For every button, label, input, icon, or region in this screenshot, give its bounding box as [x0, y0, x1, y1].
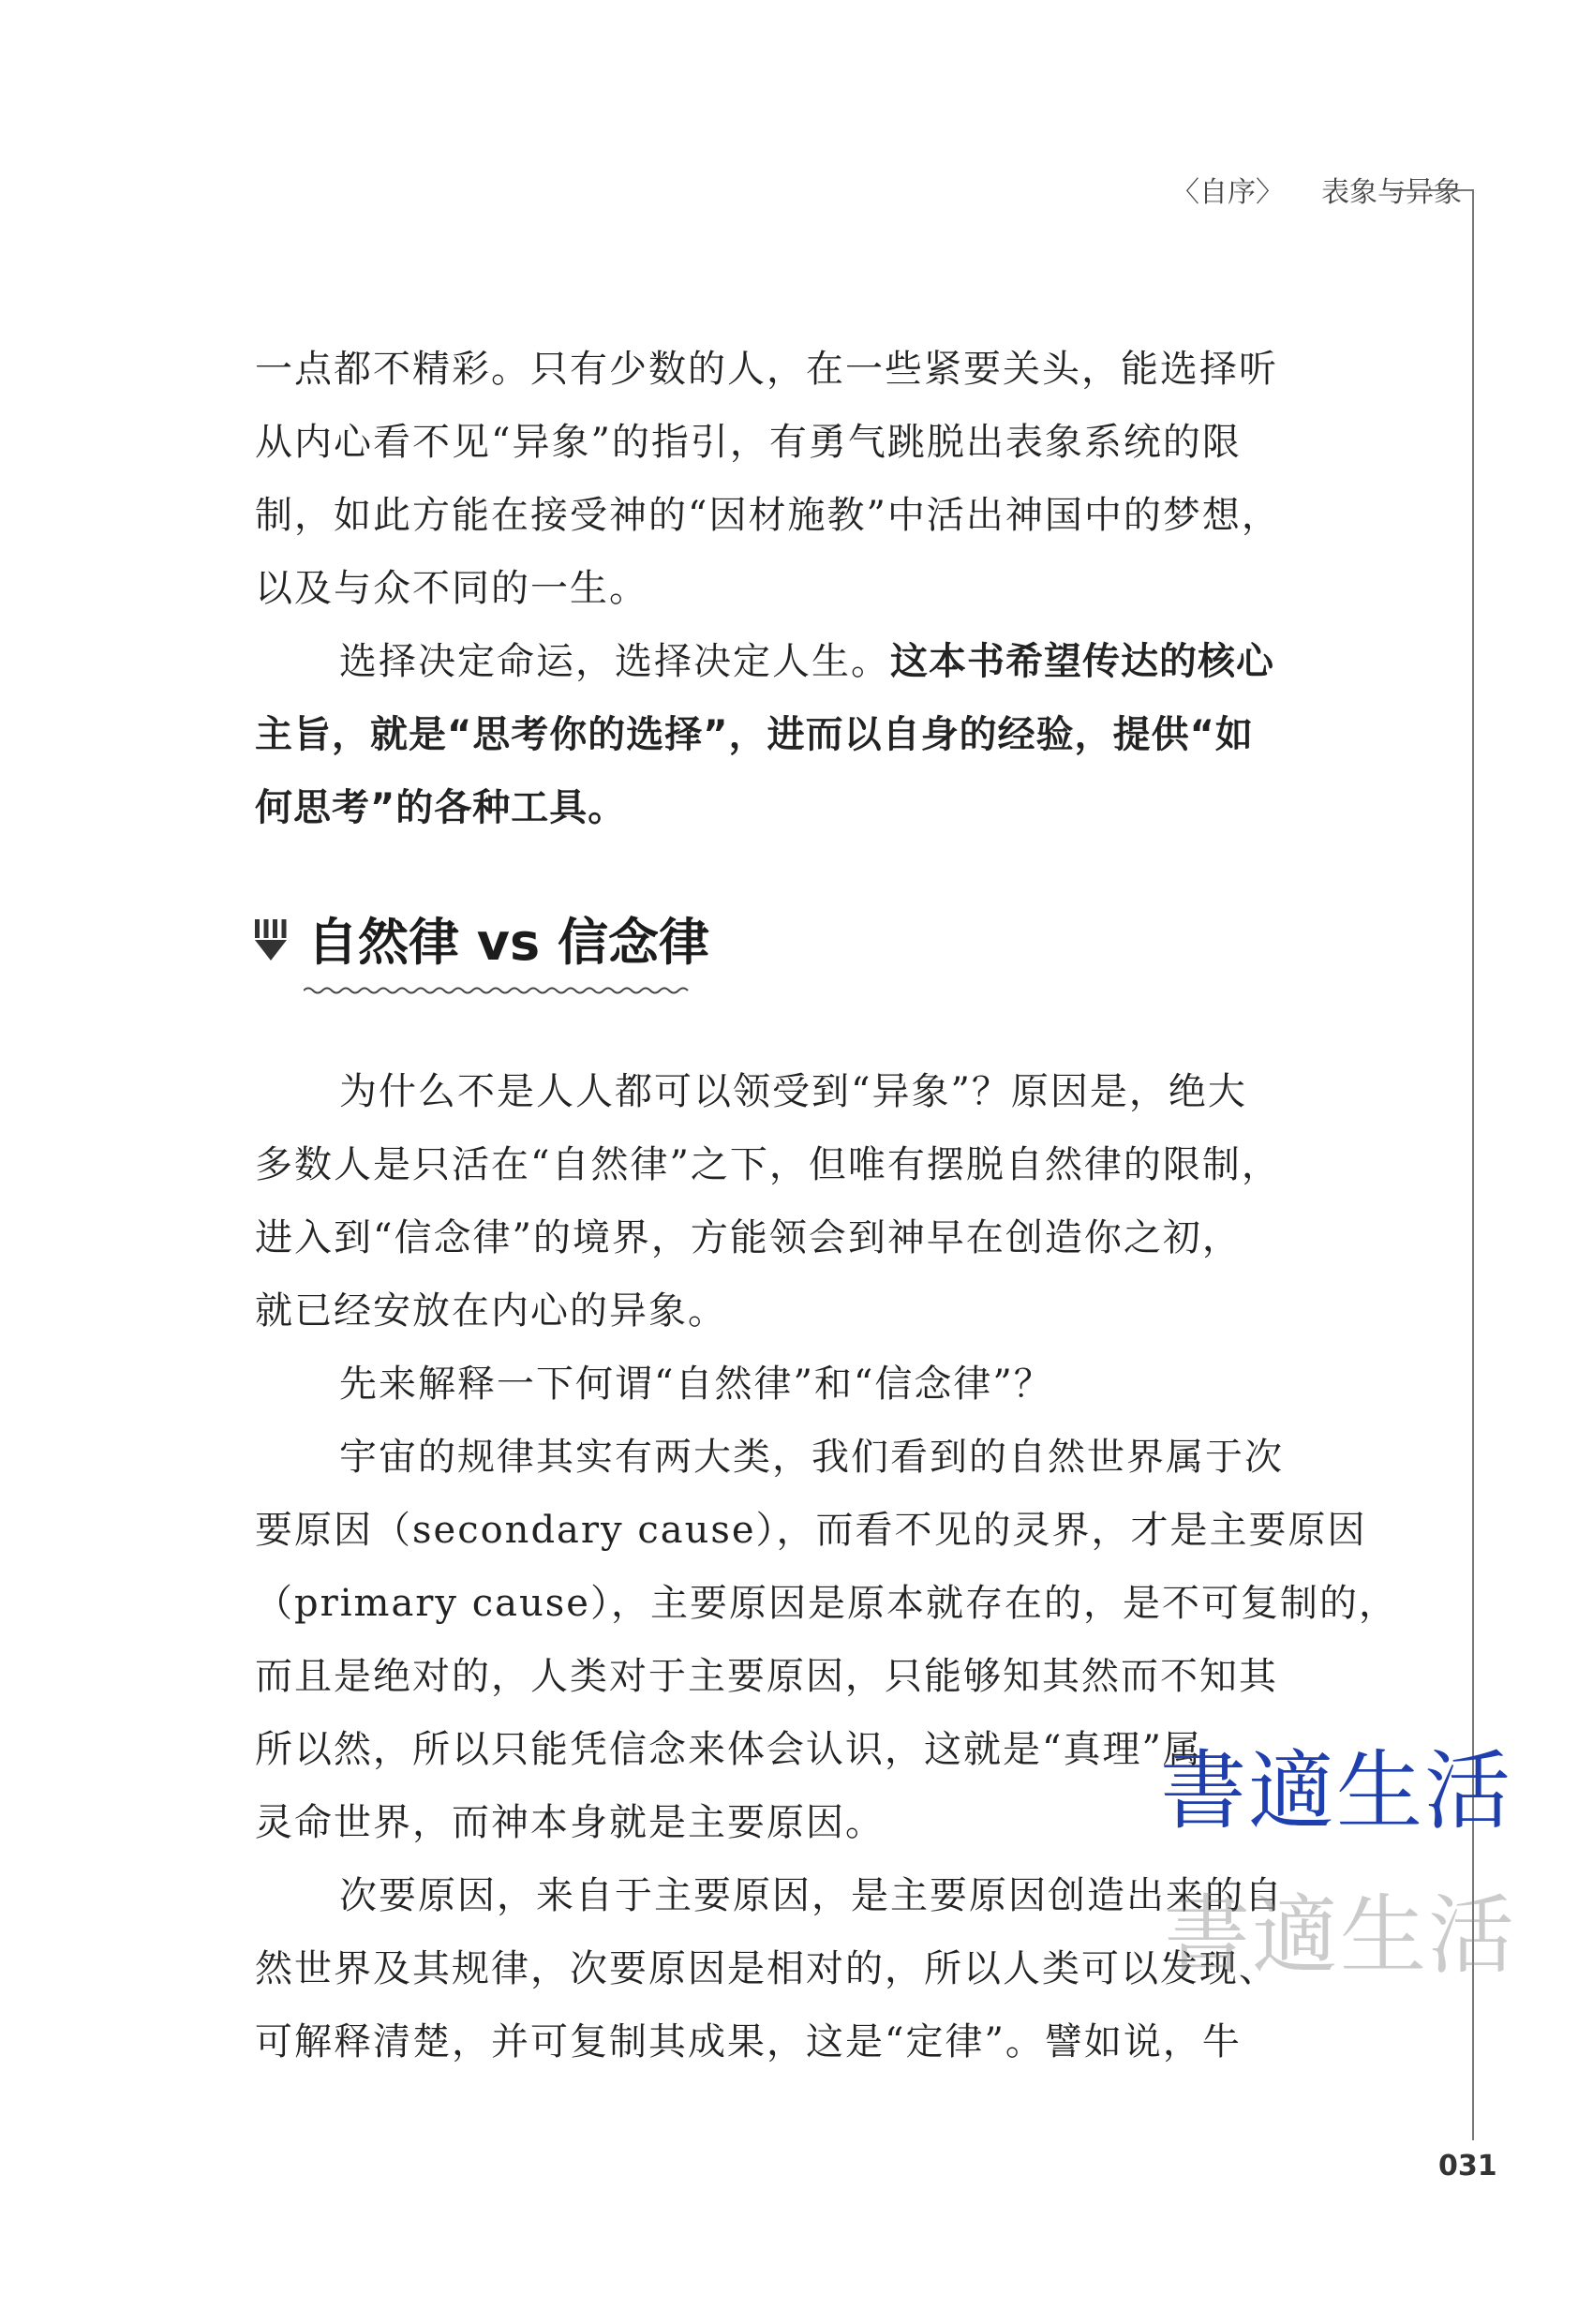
pencil-icon: [255, 919, 287, 961]
section-heading-block: [255, 899, 1332, 1025]
text-line: 先来解释一下何谓“自然律”和“信念律”？: [339, 1363, 1053, 1406]
text-line: （primary cause），主要原因是原本就存在的，是不可复制的，: [255, 1582, 1398, 1625]
header-chapter: 表象与异象: [1321, 176, 1462, 209]
text-line: 一点都不精彩。只有少数的人，在一些紧要关头，能选择听: [255, 348, 1278, 391]
text-line: 可解释清楚，并可复制其成果，这是“定律”。譬如说，牛: [255, 2020, 1242, 2063]
core-normal-text: 选择决定命运，选择决定人生。: [339, 640, 890, 683]
margin-rule: [1472, 189, 1474, 2140]
text-line: [255, 625, 1332, 698]
intro-paragraph: [255, 333, 1332, 625]
section-heading: 自然律 vs 信念律: [307, 913, 709, 972]
text-line: 而且是绝对的，人类对于主要原因，只能够知其然而不知其: [255, 1655, 1278, 1698]
core-bold-line: 主旨，就是“思考你的选择”，进而以自身的经验，提供“如: [255, 713, 1254, 756]
text-line: 要原因（secondary cause），而看不见的灵界，才是主要原因: [255, 1509, 1367, 1552]
paragraph-1: [255, 1055, 1332, 1348]
watermark-blue: 書適生活: [1160, 1741, 1513, 1841]
text-line: 多数人是只活在“自然律”之下，但唯有摆脱自然律的限制，: [255, 1143, 1281, 1186]
watermark-gray: 書適生活: [1164, 1885, 1517, 1986]
text-line: 然世界及其规律，次要原因是相对的，所以人类可以发现、: [255, 1947, 1278, 1990]
text-line: 宇宙的规律其实有两大类，我们看到的自然世界属于次: [339, 1436, 1284, 1479]
header-part: 〈自序〉: [1171, 176, 1284, 209]
text-line: 从内心看不见“异象”的指引，有勇气跳脱出表象系统的限: [255, 421, 1242, 464]
header-rule: [1390, 189, 1474, 191]
text-line: 制，如此方能在接受神的“因材施教”中活出神国中的梦想，: [255, 494, 1281, 537]
paragraph-2: [255, 1348, 1332, 1421]
text-line: 进入到“信念律”的境界，方能领会到神早在创造你之初，: [255, 1216, 1242, 1259]
text-line: 所以然，所以只能凭信念来体会认识，这就是“真理”属: [255, 1728, 1202, 1771]
text-line: 次要原因，来自于主要原因，是主要原因创造出来的自: [339, 1874, 1284, 1917]
core-bold-line: 何思考”的各种工具。: [255, 786, 627, 829]
page-number: 031: [1438, 2150, 1497, 2182]
text-line: 就已经安放在内心的异象。: [255, 1289, 727, 1333]
core-paragraph: [255, 625, 1332, 844]
text-line: 灵命世界，而神本身就是主要原因。: [255, 1801, 885, 1844]
text-line: 为什么不是人人都可以领受到“异象”？原因是，绝大: [339, 1070, 1247, 1113]
core-bold-text: 这本书希望传达的核心: [890, 640, 1274, 683]
wavy-underline: [304, 985, 690, 996]
text-line: 以及与众不同的一生。: [255, 567, 648, 610]
